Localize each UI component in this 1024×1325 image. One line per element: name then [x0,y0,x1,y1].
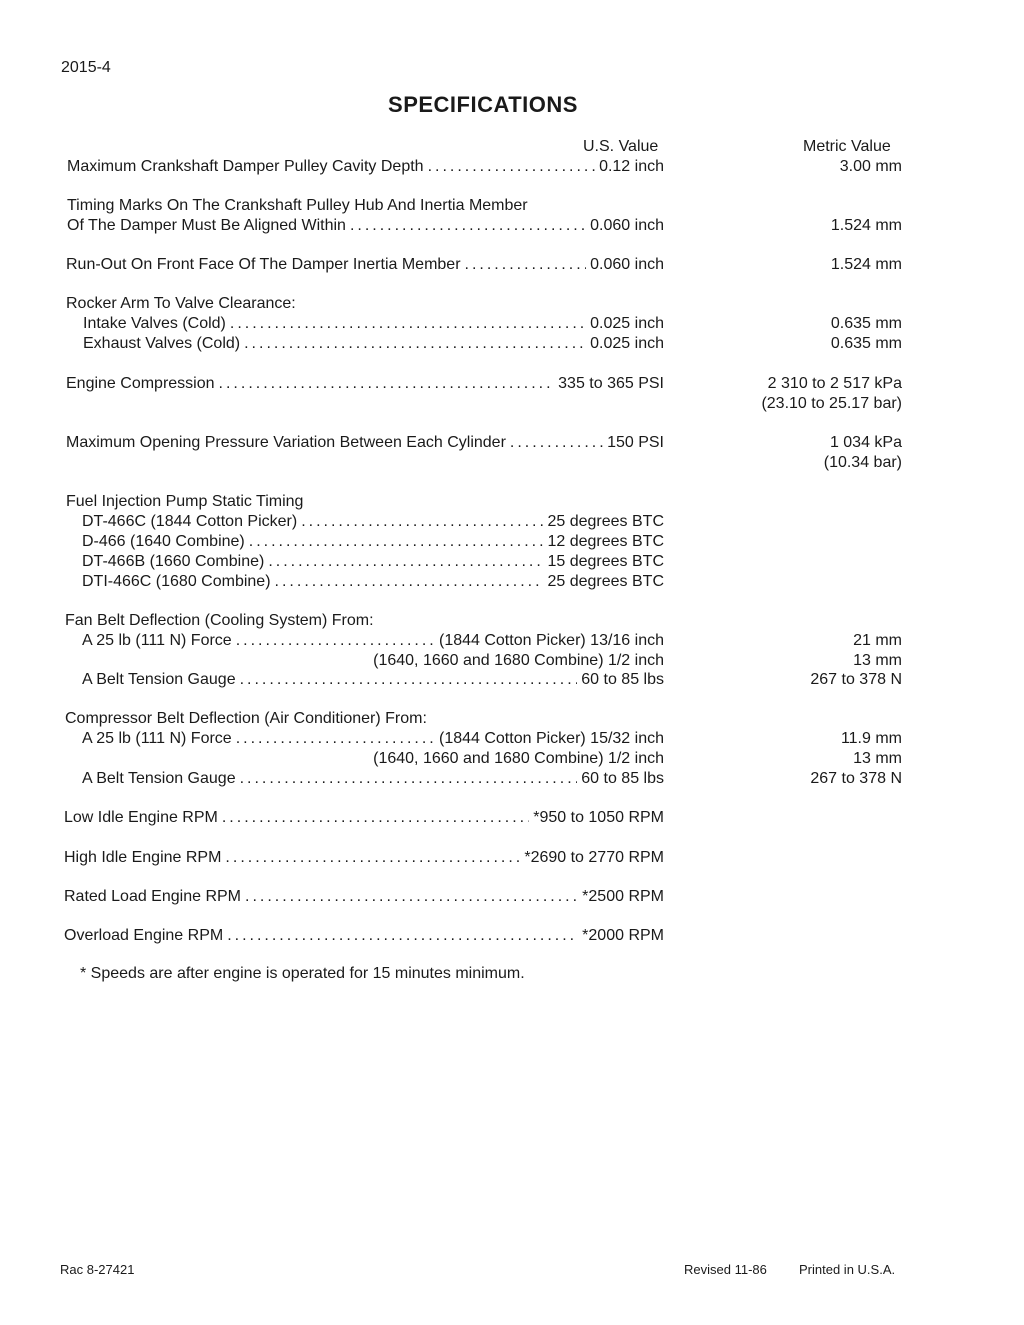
metric-value-compressor-belt-force2: 13 mm [853,750,902,767]
us-value: 335 to 365 PSI [558,375,664,392]
us-value: 25 degrees BTC [547,573,664,590]
dot-leader [240,769,578,789]
metric-value-pressure-kpa: 1 034 kPa [829,434,902,451]
footer-document-number: Rac 8-27421 [60,1262,135,1277]
us-value: *950 to 1050 RPM [533,809,664,826]
spec-heading-pump-timing: Fuel Injection Pump Static Timing [66,493,304,510]
page-number: 2015-4 [61,59,111,76]
us-value: 12 degrees BTC [547,533,664,550]
metric-value-pulley-cavity: 3.00 mm [839,158,902,175]
spec-row-pulley-cavity [67,157,664,177]
spec-label: Rated Load Engine RPM [64,888,241,905]
metric-value-fan-belt-force2: 13 mm [853,652,902,669]
us-value: 0.025 inch [590,335,664,352]
spec-label: D-466 (1640 Combine) [82,533,245,550]
us-value: 60 to 85 lbs [581,671,664,688]
spec-label: Maximum Opening Pressure Variation Between Each Cylinder [66,434,506,451]
us-value: 60 to 85 lbs [581,770,664,787]
spec-row-pump-timing-dt466c [82,512,664,532]
spec-row-exhaust-valves [83,334,664,354]
spec-label: Engine Compression [66,375,215,392]
spec-label: Run-Out On Front Face Of The Damper Inertia Member [66,256,461,273]
spec-label: Maximum Crankshaft Damper Pulley Cavity Depth [67,158,424,175]
metric-value-timing-marks: 1.524 mm [830,217,902,234]
metric-value-compression-kpa: 2 310 to 2 517 kPa [767,375,902,392]
us-value: *2000 RPM [582,927,664,944]
us-value: *2500 RPM [582,888,664,905]
spec-label: DTI-466C (1680 Combine) [82,573,271,590]
page-title: SPECIFICATIONS [388,92,578,117]
spec-row-high-idle [64,848,664,868]
us-value: 25 degrees BTC [547,513,664,530]
metric-value-compressor-belt-force: 11.9 mm [840,730,902,747]
spec-row-pump-timing-d466 [82,532,664,552]
metric-value-run-out: 1.524 mm [830,256,902,273]
dot-leader [249,532,544,552]
us-value: 0.025 inch [590,315,664,332]
spec-heading-rocker-arm: Rocker Arm To Valve Clearance: [66,295,296,312]
metric-value-column-header: Metric Value [803,138,891,155]
metric-value-fan-belt-gauge: 267 to 378 N [810,671,902,688]
us-value: *2690 to 2770 RPM [524,849,664,866]
spec-row-fan-belt-force [82,631,664,651]
dot-leader [465,255,587,275]
dot-leader [230,314,586,334]
us-value: 0.12 inch [599,158,664,175]
dot-leader [222,808,529,828]
dot-leader [244,334,586,354]
spec-label: Overload Engine RPM [64,927,224,944]
footnote: * Speeds are after engine is operated for 15 minutes minimum. [80,965,525,982]
spec-label: DT-466B (1660 Combine) [82,553,265,570]
spec-row-intake-valves [83,314,664,334]
spec-row-rated-load [64,887,664,907]
us-value: 0.060 inch [590,217,664,234]
spec-row-pump-timing-dt466b [82,552,664,572]
spec-row-compressor-belt-gauge [82,769,664,789]
us-value: 0.060 inch [590,256,664,273]
metric-value-intake-valves: 0.635 mm [830,315,902,332]
spec-heading-compressor-belt: Compressor Belt Deflection (Air Conditioner) From: [65,710,427,727]
spec-label: A 25 lb (111 N) Force [82,632,232,649]
spec-row-pressure-variation [66,433,664,453]
spec-label: Low Idle Engine RPM [64,809,218,826]
spec-row-timing-marks [67,216,664,236]
us-value: (1844 Cotton Picker) 13/16 inch [438,632,664,649]
spec-heading-fan-belt: Fan Belt Deflection (Cooling System) From: [65,612,374,629]
metric-value-fan-belt-force: 21 mm [853,632,902,649]
spec-row-overload [64,926,664,946]
dot-leader [245,887,578,907]
metric-value-exhaust-valves: 0.635 mm [830,335,902,352]
dot-leader [301,512,543,532]
us-value-column-header: U.S. Value [583,138,659,155]
dot-leader [225,848,520,868]
dot-leader [275,572,544,592]
spec-row-compressor-belt-force [82,729,664,749]
footer-revised: Revised 11-86 [684,1262,767,1277]
us-value-fan-belt-force2: (1640, 1660 and 1680 Combine) 1/2 inch [373,652,664,669]
dot-leader [350,216,586,236]
dot-leader [510,433,603,453]
spec-label: Exhaust Valves (Cold) [83,335,241,352]
spec-label-timing-marks-line1: Timing Marks On The Crankshaft Pulley Hub And Inertia Member [67,197,528,214]
spec-label: High Idle Engine RPM [64,849,222,866]
dot-leader [227,926,578,946]
dot-leader [240,670,578,690]
spec-label: A Belt Tension Gauge [82,770,236,787]
us-value: (1844 Cotton Picker) 15/32 inch [438,730,664,747]
footer-printed: Printed in U.S.A. [799,1262,896,1277]
metric-value-pressure-bar: (10.34 bar) [823,454,902,471]
spec-label: A 25 lb (111 N) Force [82,730,232,747]
dot-leader [428,157,596,177]
metric-value-compressor-belt-gauge: 267 to 378 N [810,770,902,787]
spec-label: Intake Valves (Cold) [83,315,226,332]
spec-label: A Belt Tension Gauge [82,671,236,688]
us-value: 150 PSI [607,434,664,451]
spec-row-pump-timing-dti466c [82,572,664,592]
spec-row-engine-compression [66,374,664,394]
dot-leader [236,631,435,651]
spec-row-low-idle [64,808,664,828]
dot-leader [268,552,543,572]
metric-value-compression-bar: (23.10 to 25.17 bar) [761,395,902,412]
us-value-compressor-belt-force2: (1640, 1660 and 1680 Combine) 1/2 inch [373,750,664,767]
dot-leader [236,729,435,749]
dot-leader [219,374,555,394]
spec-label: DT-466C (1844 Cotton Picker) [82,513,298,530]
spec-row-fan-belt-gauge [82,670,664,690]
spec-label: Of The Damper Must Be Aligned Within [67,217,346,234]
us-value: 15 degrees BTC [547,553,664,570]
spec-row-run-out [66,255,664,275]
